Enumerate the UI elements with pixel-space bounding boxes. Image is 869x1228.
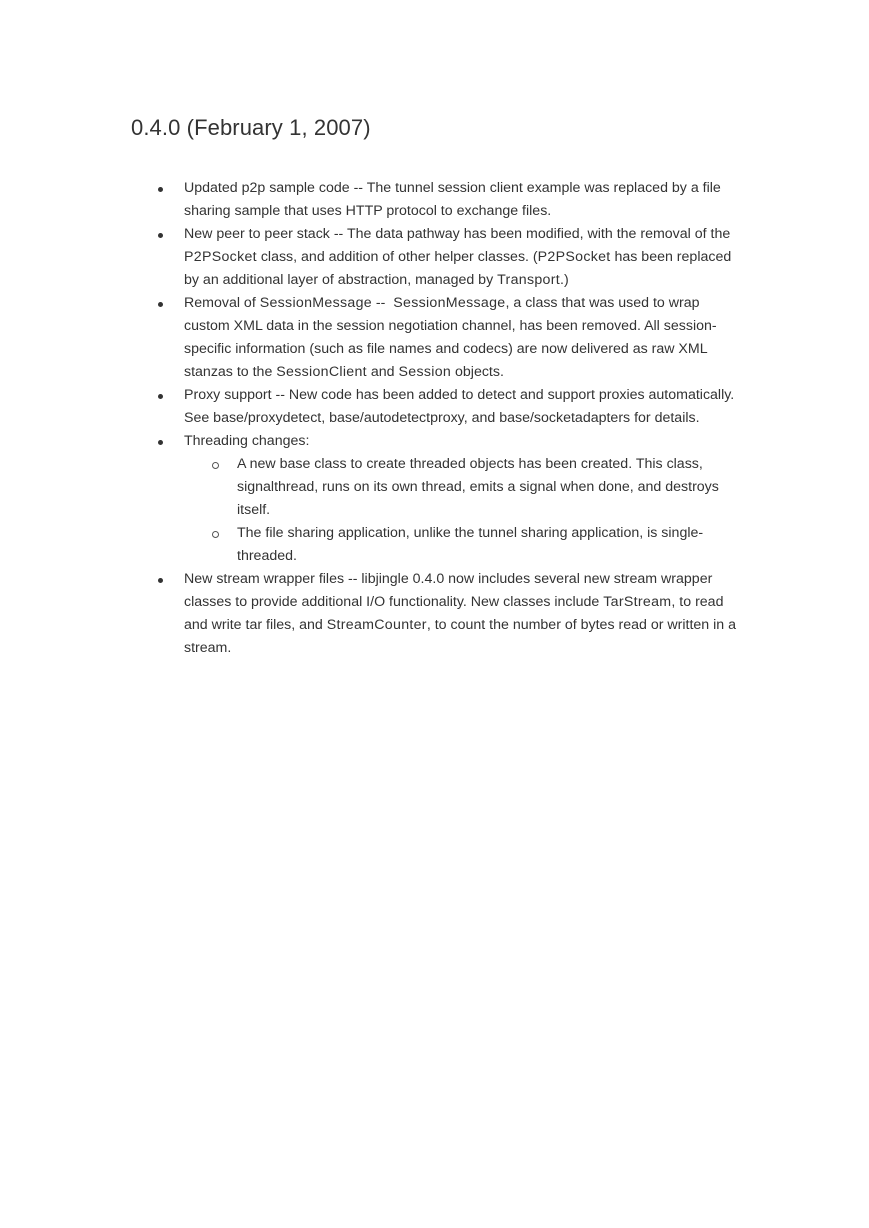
item-text: , to count the number of bytes read or written in a stream. bbox=[184, 617, 736, 656]
item-text: , a class that was used to wrap custom XML data in the session negotiation channel, has been removed. All session-specific information (such as file names and codecs) are now delivered as raw XML stanzas to the bbox=[184, 295, 717, 380]
bullet-icon bbox=[158, 302, 163, 307]
bullet-icon bbox=[158, 233, 163, 238]
class-name: SessionClient bbox=[276, 364, 367, 380]
sub-item-text: A new base class to create threaded objects has been created. This class, signalthread, runs on its own thread, emits a signal when done, and destroys itself. bbox=[237, 456, 719, 518]
bullet-icon bbox=[158, 578, 163, 583]
class-name: P2PSocket bbox=[537, 249, 611, 265]
item-text: New peer to peer stack -- The data pathway has been modified, with the removal of the bbox=[184, 226, 731, 242]
class-name: Session bbox=[398, 364, 452, 380]
bullet-icon bbox=[158, 187, 163, 192]
class-name: TarStream bbox=[603, 594, 672, 610]
item-text: and bbox=[366, 364, 399, 380]
document-page bbox=[131, 114, 741, 660]
class-name: SessionMessage bbox=[393, 295, 506, 311]
change-list bbox=[131, 177, 741, 660]
item-text: Proxy support -- New code has been added to detect and support proxies automatically. See base/proxydetect, base/autodetectproxy, and base/socketadapters for details. bbox=[184, 387, 735, 426]
circle-bullet-icon bbox=[212, 462, 219, 469]
sub-list bbox=[184, 453, 741, 568]
bullet-icon bbox=[158, 394, 163, 399]
class-name: P2PSocket bbox=[184, 249, 257, 265]
sub-list-item bbox=[184, 453, 741, 522]
class-name: StreamCounter bbox=[326, 617, 427, 633]
list-item bbox=[131, 384, 741, 430]
item-text: .) bbox=[560, 272, 569, 288]
item-text: , to read and write tar files, and bbox=[184, 594, 724, 633]
list-item bbox=[131, 568, 741, 660]
item-label: Threading changes: bbox=[184, 433, 310, 449]
bullet-icon bbox=[158, 440, 163, 445]
class-name: Transport bbox=[497, 272, 560, 288]
list-item bbox=[131, 430, 741, 568]
item-text: has been replaced by an additional layer of abstraction, managed by bbox=[184, 249, 732, 288]
sub-list-item bbox=[184, 522, 741, 568]
item-text: New stream wrapper files -- libjingle 0.4.0 now includes several new stream wrapper classes to provide additional I/O functionality. New classes include bbox=[184, 571, 713, 610]
release-heading: 0.4.0 (February 1, 2007) bbox=[131, 115, 371, 140]
list-item bbox=[131, 223, 741, 292]
list-item bbox=[131, 292, 741, 384]
item-text: objects. bbox=[451, 364, 504, 380]
item-text: -- bbox=[371, 295, 394, 311]
circle-bullet-icon bbox=[212, 531, 219, 538]
item-text: class, and addition of other helper classes. ( bbox=[256, 249, 538, 265]
list-item bbox=[131, 177, 741, 223]
item-text: Updated p2p sample code -- The tunnel session client example was replaced by a file sharing sample that uses HTTP protocol to exchange files. bbox=[184, 180, 721, 219]
sub-item-text: The file sharing application, unlike the tunnel sharing application, is single-threaded. bbox=[237, 525, 704, 564]
item-text: Removal of bbox=[184, 295, 260, 311]
class-name: SessionMessage bbox=[259, 295, 372, 311]
